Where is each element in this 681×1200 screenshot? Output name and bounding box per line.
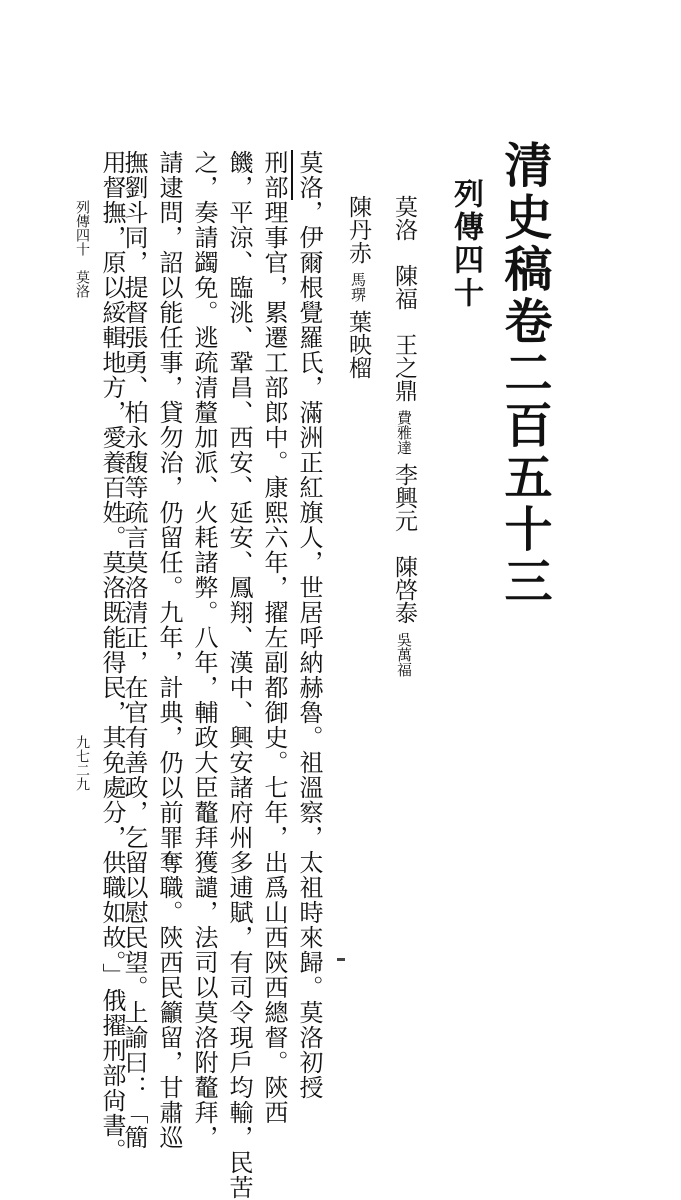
body-column-2: 刑部理事官，累遷工部郎中。康熙六年，擢左副都御史。七年，出爲山西陝西總督。陝西: [260, 150, 288, 1125]
name-mo-luo: 莫洛: [391, 195, 417, 241]
appended-name-fei-yada: 費雅達: [395, 410, 413, 455]
body-column-1-text: ，伊爾根覺羅氏，滿洲正紅旗人，世居呼納赫魯。祖溫察，太祖時來歸。莫洛初授: [295, 200, 323, 1100]
body-column-4: 之，奏請蠲免。逃疏清釐加派、火耗諸弊。八年，輔政大臣鼇拜獲譴，法司以莫洛附鼇拜，: [190, 150, 218, 1150]
body-column-1: [297, 150, 321, 1100]
person-name-mo-luo: 莫洛: [295, 150, 323, 200]
section-title: 列傳四十: [448, 178, 483, 310]
book-title: 清史稿卷二百五十三: [496, 140, 552, 608]
page-number: 九七二九: [74, 735, 90, 791]
appended-name-wu-wanfu: 吳萬福: [395, 632, 413, 677]
body-column-3: 饑，平涼、臨洮、鞏昌、西安、延安、鳳翔、漢中、興安諸府州多逋賦，有司令現戶均輸，民苦: [225, 150, 253, 1200]
appended-name-ma-ji: 馬琾: [349, 272, 367, 302]
name-li-xingyuan: 李興元: [391, 463, 417, 532]
body-column-7: 用督撫，原以綏輯地方，愛養百姓。莫洛既能得民，其免處分，供職如故。」俄擢刑部尙書。: [98, 150, 126, 1163]
name-chen-danchi: 陳丹赤: [345, 195, 371, 264]
name-chen-fu: 陳福: [391, 264, 417, 310]
name-wang-zhiding: 王之鼎: [391, 333, 417, 402]
print-speck: [337, 958, 345, 961]
body-column-5: 請逮問，詔以能任事，貸勿治，仍留任。九年，計典，仍以前罪奪職。陝西民籲留，甘肅巡: [155, 150, 183, 1150]
body-column-6: 撫劉斗同，提督張勇、柏永馥等疏言莫洛清正，在官有善政，乞留以慰民望。上諭曰：「簡: [120, 150, 148, 1150]
biography-names-row-1: [392, 195, 415, 685]
name-ye-yingliu: 葉映榴: [345, 310, 371, 379]
name-chen-qitai: 陳啓泰: [391, 555, 417, 624]
margin-label: 列傳四十 莫洛: [74, 200, 90, 298]
biography-names-row-2: [346, 195, 369, 379]
